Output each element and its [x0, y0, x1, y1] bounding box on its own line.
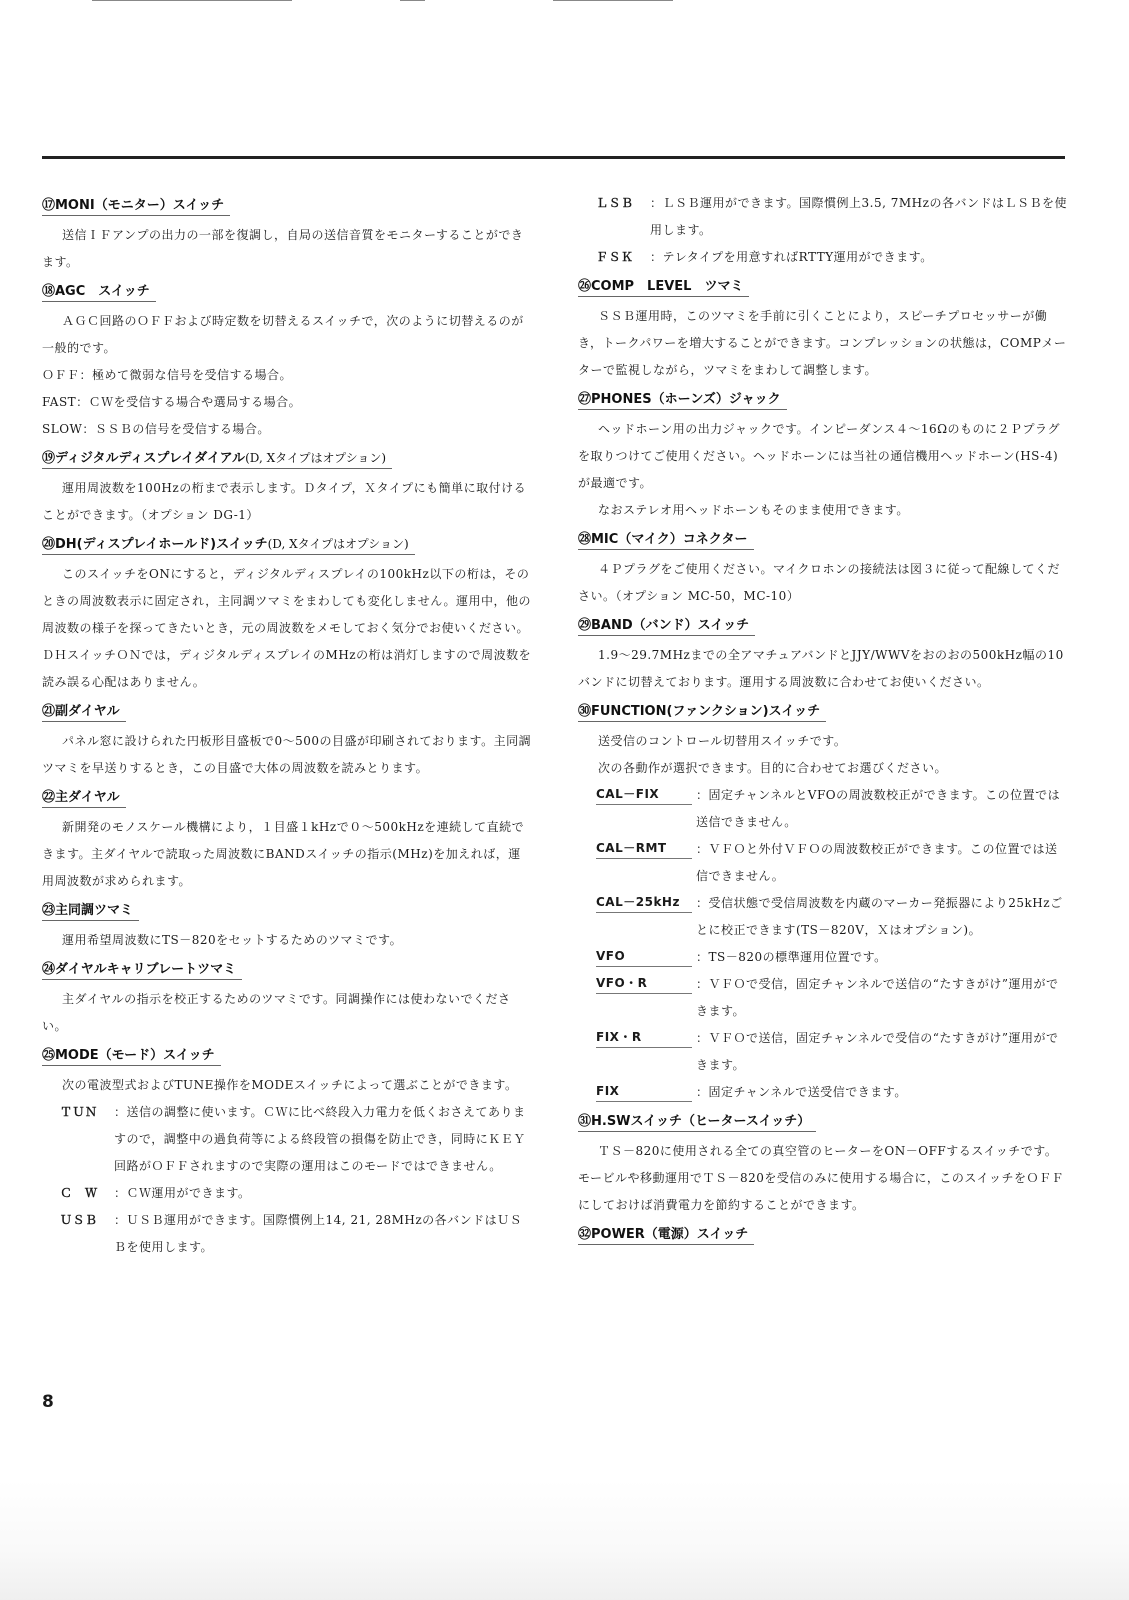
section-heading-main-tuning-knob: ㉓主同調ツマミ — [42, 899, 139, 921]
heading-sub: (D, Xタイプはオプション) — [267, 537, 409, 551]
function-term: VFO・R — [596, 971, 692, 994]
function-desc: ：ＶＦＯで受信，固定チャンネルで送信の“たすきがけ”運用ができます。 — [696, 977, 1059, 1018]
function-desc: ：TS－820の標準運用位置です。 — [696, 950, 887, 964]
function-term: CAL－FIX — [596, 782, 692, 805]
section-heading-mic-connector: ㉘MIC（マイク）コネクター — [578, 528, 754, 550]
paragraph: 次の各動作が選択できます。目的に合わせてお選びください。 — [598, 761, 948, 775]
paragraph: 1.9～29.7MHzまでの全アマチュアバンドとJJY/WWVをおのおの500kHz幅の10バンドに切替えております。運用する周波数に合わせてお使いください。 — [578, 648, 1064, 689]
section-heading-band-switch: ㉙BAND（バンド）スイッチ — [578, 614, 755, 636]
mode-term: ＴＵＮ — [60, 1105, 98, 1119]
paragraph: ＳＳＢ運用時，このツマミを手前に引くことにより，スピーチプロセッサーが働き，トークパワーを増大することができます。コンプレッションの状態は，COMPメーターで監視しながら，ツマミをまわして調整します。 — [578, 309, 1067, 377]
function-term: FIX — [596, 1079, 692, 1102]
section-heading-phones-jack: ㉗PHONES（ホーンズ）ジャック — [578, 388, 787, 410]
function-desc: ：ＶＦＯと外付ＶＦＯの周波数校正ができます。この位置では送信できません。 — [696, 842, 1058, 883]
page-number: 8 — [42, 1392, 54, 1412]
mode-item-lsb — [578, 190, 1068, 244]
function-item-vfo-r — [578, 971, 1068, 1025]
function-desc: ：固定チャンネルとVFOの周波数校正ができます。この位置では送信できません。 — [696, 788, 1061, 829]
paragraph: 送受信のコントロール切替用スイッチです。 — [598, 734, 847, 748]
paragraph: ヘッドホーン用の出力ジャックです。インピーダンス４～16Ωのものに２Ｐプラグを取りつけてご使用ください。ヘッドホーンには当社の通信機用ヘッドホーン(HS-4)が最適です。 — [578, 422, 1061, 490]
section-heading-dial-calibrate-knob: ㉔ダイヤルキャリブレートツマミ — [42, 958, 242, 980]
mode-item-cw — [42, 1180, 532, 1207]
section-heading-heater-switch: ㉛H.SWスイッチ（ヒータースイッチ） — [578, 1110, 816, 1132]
paragraph: ＴＳ－820に使用される全ての真空管のヒーターをON－OFFするスイッチです。モービルや移動運用でＴＳ－820を受信のみに使用する場合に，このスイッチをＯＦＦにしておけば消費電力を節約することができます。 — [578, 1144, 1064, 1212]
section-heading-mode-switch: ㉕MODE（モード）スイッチ — [42, 1044, 221, 1066]
paragraph: 新開発のモノスケール機構により，１目盛１kHzで０～500kHzを連続して直続できます。主ダイヤルで読取った周波数にBANDスイッチの指示(MHz)を加えれば，運用周波数が求められます。 — [42, 820, 525, 888]
paragraph: ４Ｐプラグをご使用ください。マイクロホンの接続法は図３に従って配線してください。（オプション MC-50，MC-10） — [578, 562, 1061, 603]
scan-edge-mark — [553, 0, 673, 1]
paragraph: 送信ＩＦアンプの出力の一部を復調し，自局の送信音質をモニターすることができます。 — [42, 228, 524, 269]
function-term: FIX・R — [596, 1025, 692, 1048]
section-heading-comp-level: ㉖COMP LEVEL ツマミ — [578, 275, 749, 297]
function-term: CAL－25kHz — [596, 890, 692, 913]
function-desc: ：受信状態で受信周波数を内蔵のマーカー発振器により25kHzごとに校正できます(TS－820V，Ｘはオプション)。 — [696, 896, 1063, 937]
heading-main: ⑲ディジタルディスプレイダイアル — [42, 451, 246, 466]
paragraph: ＡＧＣ回路のＯＦＦおよび時定数を切替えるスイッチで，次のように切替えるのが一般的です。 — [42, 314, 524, 355]
function-desc: ：固定チャンネルで送受信できます。 — [696, 1085, 907, 1099]
scan-shadow — [0, 1480, 1129, 1600]
mode-item-usb — [42, 1207, 532, 1261]
section-heading-digital-display — [42, 447, 392, 469]
section-heading-agc-switch: ⑱AGC スイッチ — [42, 280, 156, 302]
function-item-vfo — [578, 944, 1068, 971]
function-item-fix-r — [578, 1025, 1068, 1079]
list-item: FAST：ＣＷを受信する場合や選局する場合。 — [42, 395, 302, 409]
paragraph: パネル窓に設けられた円板形目盛板で0～500の目盛が印刷されております。主同調ツマミを早送りするとき，この目盛で大体の周波数を読みとります。 — [42, 734, 532, 775]
right-column — [578, 190, 1068, 1251]
header-rule — [42, 156, 1065, 159]
scan-edge-mark — [92, 0, 292, 1]
section-heading-dh-switch — [42, 533, 415, 555]
mode-desc: ：送信の調整に使います。ＣＷに比べ終段入力電力を低くおさえてありますので，調整中の過負荷等による終段管の損傷を防止でき，同時にＫＥＹ回路がＯＦＦされますので実際の運用はこのモードではできません。 — [114, 1105, 526, 1173]
list-item: ＯＦＦ：極めて微弱な信号を受信する場合。 — [42, 368, 293, 382]
paragraph: なおステレオ用ヘッドホーンもそのまま使用できます。 — [598, 503, 909, 517]
mode-desc: ：テレタイプを用意すればRTTY運用ができます。 — [650, 250, 933, 264]
paragraph: 次の電波型式およびTUNE操作をMODEスイッチによって選ぶことができます。 — [62, 1078, 518, 1092]
function-term: CAL－RMT — [596, 836, 692, 859]
list-item: SLOW：ＳＳＢの信号を受信する場合。 — [42, 422, 270, 436]
paragraph: 運用希望周波数にTS－820をセットするためのツマミです。 — [62, 933, 403, 947]
mode-item-tun — [42, 1099, 532, 1180]
function-desc: ：ＶＦＯで送信，固定チャンネルで受信の“たすきがけ”運用ができます。 — [696, 1031, 1059, 1072]
function-item-cal-25khz — [578, 890, 1068, 944]
paragraph: 主ダイヤルの指示を校正するためのツマミです。同調操作には使わないでください。 — [42, 992, 511, 1033]
mode-term: ＬＳＢ — [596, 196, 634, 210]
section-heading-moni-switch: ⑰MONI（モニター）スイッチ — [42, 194, 230, 216]
mode-term: ＵＳＢ — [60, 1213, 98, 1227]
paragraph: 運用周波数を100Hzの桁まで表示します。Ｄタイプ，Ｘタイプにも簡単に取付けることができます。（オプション DG-1） — [42, 481, 527, 522]
section-heading-sub-dial: ㉑副ダイヤル — [42, 700, 126, 722]
section-heading-power-switch: ㉜POWER（電源）スイッチ — [578, 1223, 754, 1245]
heading-sub: (D, Xタイプはオプション) — [245, 451, 387, 465]
mode-desc: ：ＬＳＢ運用ができます。国際慣例上3.5, 7MHzの各バンドはＬＳＢを使用します。 — [650, 196, 1067, 237]
section-heading-function-switch: ㉚FUNCTION(ファンクション)スイッチ — [578, 700, 826, 722]
section-heading-main-dial: ㉒主ダイヤル — [42, 786, 126, 808]
mode-term: ＦＳＫ — [596, 250, 634, 264]
scan-edge-mark — [400, 0, 425, 1]
function-item-fix — [578, 1079, 1068, 1106]
heading-main: ⑳DH(ディスプレイホールド)スイッチ — [42, 537, 268, 552]
mode-desc: ：ＵＳＢ運用ができます。国際慣例上14, 21, 28MHzの各バンドはＵＳＢを使用します。 — [114, 1213, 523, 1254]
mode-desc: ：ＣＷ運用ができます。 — [114, 1186, 251, 1200]
mode-item-fsk — [578, 244, 1068, 271]
function-item-cal-rmt — [578, 836, 1068, 890]
mode-term: Ｃ Ｗ — [60, 1186, 98, 1200]
function-term: VFO — [596, 944, 692, 967]
function-item-cal-fix — [578, 782, 1068, 836]
left-column — [42, 190, 532, 1261]
paragraph: このスイッチをONにすると，ディジタルディスプレイの100kHz以下の桁は，そのときの周波数表示に固定され，主同調ツマミをまわしても変化しません。運用中，他の周波数の様子を探ってきたいとき，元の周波数をメモしておく気分でお使いください。ＤＨスイッチＯＮでは，ディジタルディスプレイのMHzの桁は消灯しますので周波数を読み誤る心配はありません。 — [42, 567, 532, 689]
